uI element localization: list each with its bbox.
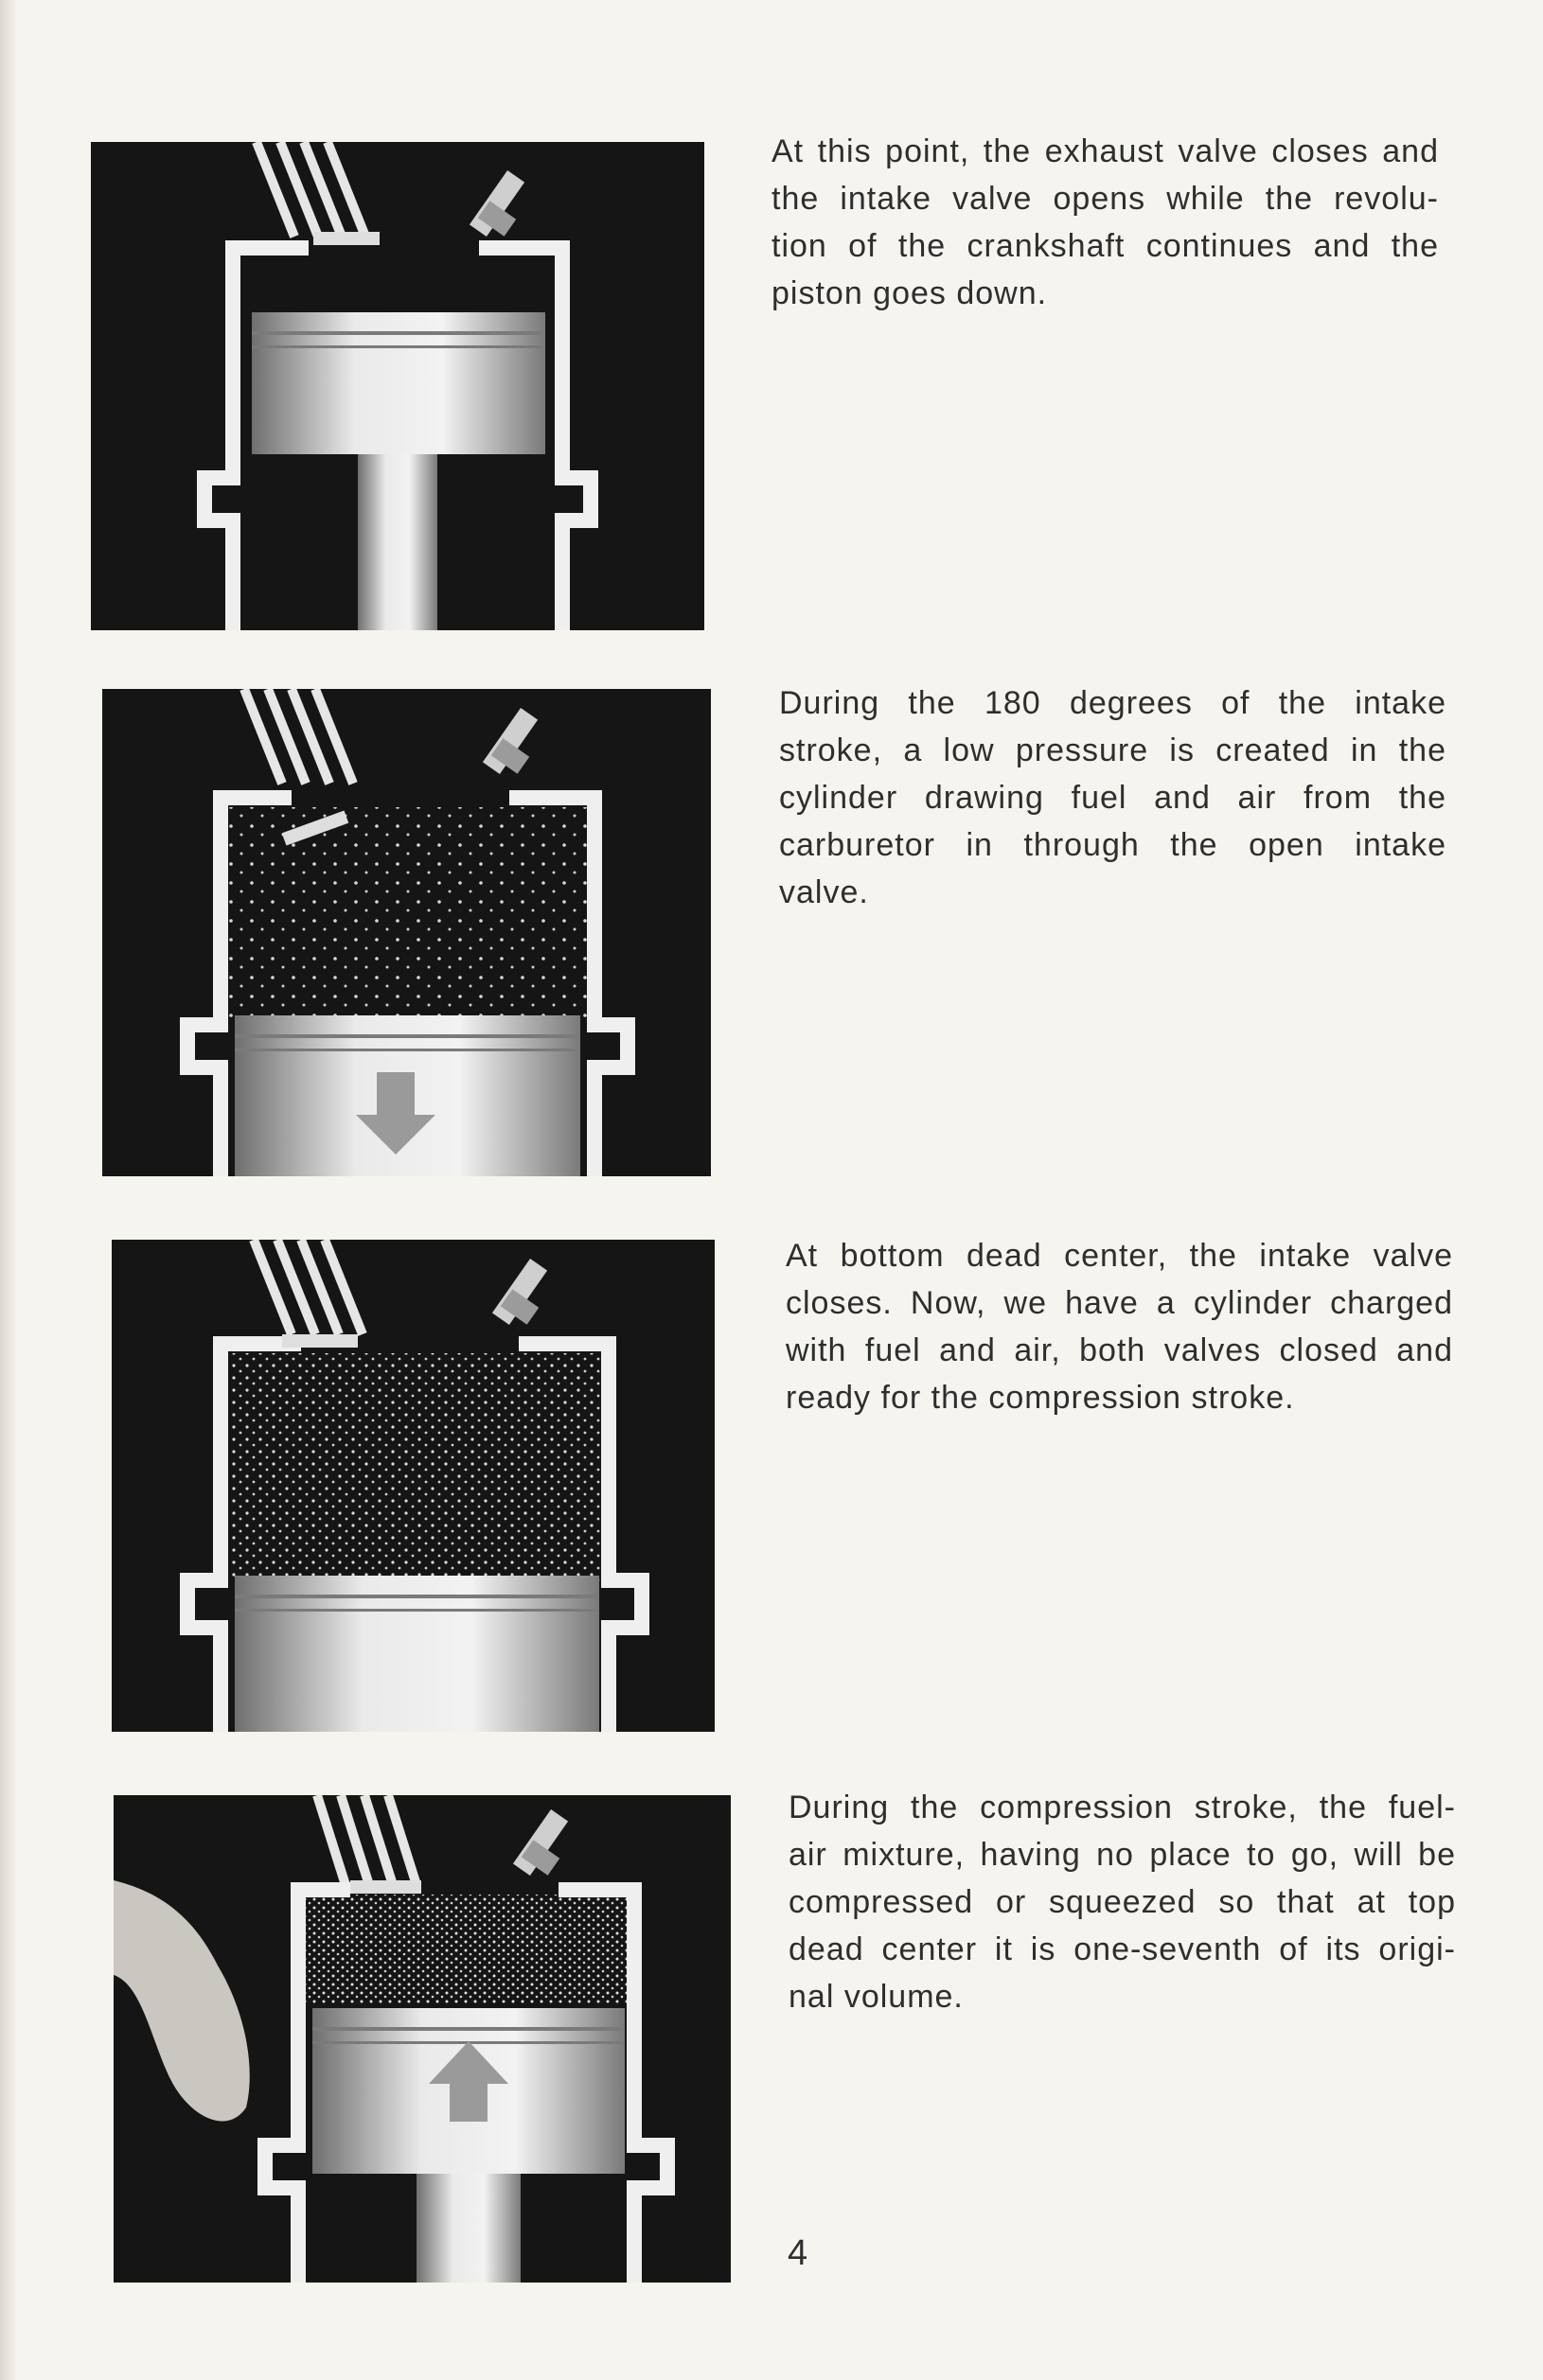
fuel-air-particles <box>225 807 594 1025</box>
caption-line: stroke, a low pressure is created in the <box>779 732 1446 768</box>
caption-line: with fuel and air, both valves closed and <box>786 1332 1453 1368</box>
caption-line: carburetor in through the open intake <box>779 827 1446 863</box>
cylinder-illustration <box>114 1795 731 2283</box>
caption-line: During the compression stroke, the fuel- <box>789 1789 1456 1825</box>
piston <box>235 1576 599 1732</box>
cylinder-illustration <box>112 1240 715 1732</box>
caption-line: nal volume. <box>789 1979 964 2015</box>
caption-line: cylinder drawing fuel and air from the <box>779 780 1446 816</box>
intake-valve <box>350 1880 421 1894</box>
cylinder-illustration <box>102 689 711 1176</box>
caption-line: closes. Now, we have a cylinder charged <box>786 1285 1453 1321</box>
page-binding-edge <box>0 0 17 2380</box>
engine-diagram-intake-start <box>91 142 704 630</box>
spark-plug <box>470 170 524 237</box>
engine-diagram-intake-stroke <box>102 689 711 1176</box>
piston <box>252 312 545 630</box>
spark-plug <box>513 1809 568 1876</box>
paper-wear-mark <box>114 1880 250 2121</box>
caption-compression-stroke <box>789 1784 1456 2020</box>
intake-valve <box>313 232 380 245</box>
caption-line: At this point, the exhaust valve closes and <box>772 133 1439 169</box>
caption-line: dead center it is one-seventh of its origi- <box>789 1931 1456 1967</box>
page-number: 4 <box>788 2233 808 2273</box>
cylinder-illustration <box>91 142 704 630</box>
caption-intake-stroke <box>779 679 1446 916</box>
engine-diagram-bottom-dead-center <box>112 1240 715 1732</box>
caption-line: the intake valve opens while the revolu- <box>772 181 1439 217</box>
caption-line: air mixture, having no place to go, will be <box>789 1837 1456 1873</box>
caption-intake-start <box>772 128 1439 317</box>
caption-line: At bottom dead center, the intake valve <box>786 1238 1453 1274</box>
spark-plug <box>492 1259 547 1325</box>
intake-valve <box>282 1334 358 1348</box>
caption-line: valve. <box>779 874 869 910</box>
caption-line: During the 180 degrees of the intake <box>779 685 1446 721</box>
caption-line: tion of the crankshaft continues and the <box>772 228 1439 264</box>
engine-diagram-compression-stroke <box>114 1795 731 2283</box>
fuel-air-particles <box>230 1353 609 1580</box>
spark-plug <box>483 708 538 774</box>
caption-line: ready for the compression stroke. <box>786 1380 1295 1416</box>
fuel-air-particles <box>303 1895 630 2003</box>
caption-line: compressed or squeezed so that at top <box>789 1884 1456 1920</box>
caption-bottom-dead-center <box>786 1232 1453 1421</box>
caption-line: piston goes down. <box>772 275 1048 311</box>
